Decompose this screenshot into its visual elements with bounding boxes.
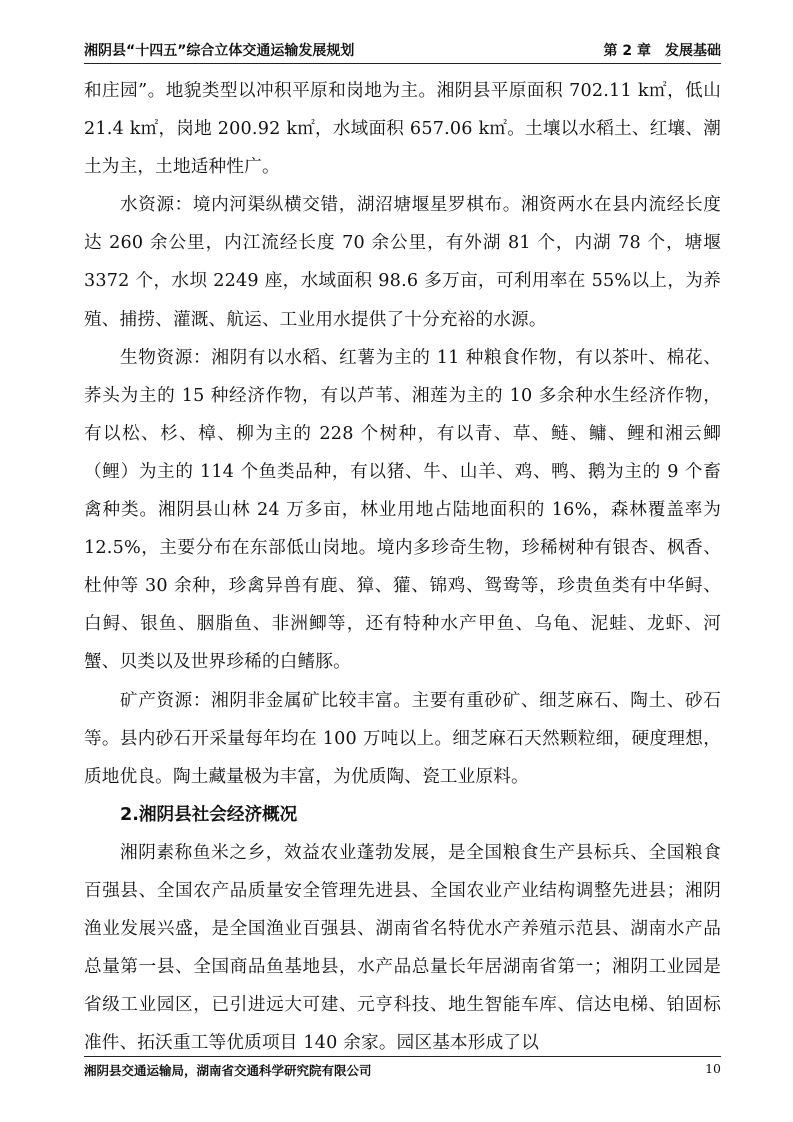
paragraph-biological-resources: 生物资源：湘阴有以水稻、红薯为主的 11 种粮食作物，有以茶叶、棉花、荞头为主的 15 种经济作物，有以芦苇、湘莲为主的 10 多余种水生经济作物，有以松、杉、樟、柳为主的 228 个树种，有以青、草、鲢、鳙、鲤和湘云鲫（鲤）为主的 114 个鱼类品种，有以猪、牛、山羊、鸡、鸭、鹅为主的 9 个畜禽种类。湘阴县山林 24 万多亩，林业用地占陆地面积的 16%，森林覆盖率为 12.5%，主要分布在东部低山岗地。境内多珍奇生物，珍稀树种有银杏、枫香、杜仲等 30 余种，珍禽异兽有鹿、獐、獾、锦鸡、鸳鸯等，珍贵鱼类有中华鲟、白鲟、银鱼、胭脂鱼、非洲鲫等，还有特种水产甲鱼、乌龟、泥蛙、龙虾、河蟹、贝类以及世界珍稀的白鳍豚。 bbox=[84, 347, 721, 673]
page-number: 10 bbox=[705, 1061, 721, 1076]
running-footer bbox=[84, 1056, 721, 1079]
footer-organization: 湘阴县交通运输局，湖南省交通科学研究院有限公司 bbox=[84, 1063, 372, 1078]
paragraph-socioeconomic: 湘阴素称鱼米之乡，效益农业蓬勃发展，是全国粮食生产县标兵、全国粮食百强县、全国农产品质量安全管理先进县、全国农业产业结构调整先进县；湘阴渔业发展兴盛，是全国渔业百强县、湖南省名特优水产养殖示范县、湖南水产品总量第一县、全国商品鱼基地县，水产品总量长年居湖南省第一；湘阴工业园是省级工业园区，已引进远大可建、元亨科技、地生智能车库、信达电梯、铂固标准件、拓沃重工等优质项目 140 余家。园区基本形成了以 bbox=[84, 842, 721, 1054]
paragraph-landform: 和庄园”。地貌类型以冲积平原和岗地为主。湘阴县平原面积 702.11 k㎡，低山 21.4 k㎡，岗地 200.92 k㎡，水域面积 657.06 k㎡。土壤以水稻土、红壤、潮土为主，土地适种性广。 bbox=[84, 81, 721, 178]
chapter-label bbox=[604, 40, 722, 60]
chapter-title: 发展基础 bbox=[665, 43, 721, 59]
body-content bbox=[84, 72, 721, 1062]
section-heading: 2.湘阴县社会经济概况 bbox=[120, 804, 298, 825]
document-title: 湘阴县“十四五”综合立体交通运输发展规划 bbox=[84, 43, 355, 59]
running-header bbox=[84, 40, 721, 64]
paragraph-mineral-resources: 矿产资源：湘阴非金属矿比较丰富。主要有重砂矿、细芝麻石、陶土、砂石等。县内砂石开采量每年均在 100 万吨以上。细芝麻石天然颗粒细，硬度理想，质地优良。陶土藏量极为丰富，为优质陶、瓷工业原料。 bbox=[84, 690, 721, 787]
paragraph-water-resources: 水资源：境内河渠纵横交错，湖沼塘堰星罗棋布。湘资两水在县内流经长度达 260 余公里，内江流经长度 70 余公里，有外湖 81 个，内湖 78 个，塘堰 3372 个，水坝 2249 座，水域面积 98.6 多万亩，可利用率在 55%以上，为养殖、捕捞、灌溉、航运、工业用水提供了十分充裕的水源。 bbox=[84, 195, 721, 330]
chapter-number: 第 2 章 bbox=[603, 43, 651, 59]
